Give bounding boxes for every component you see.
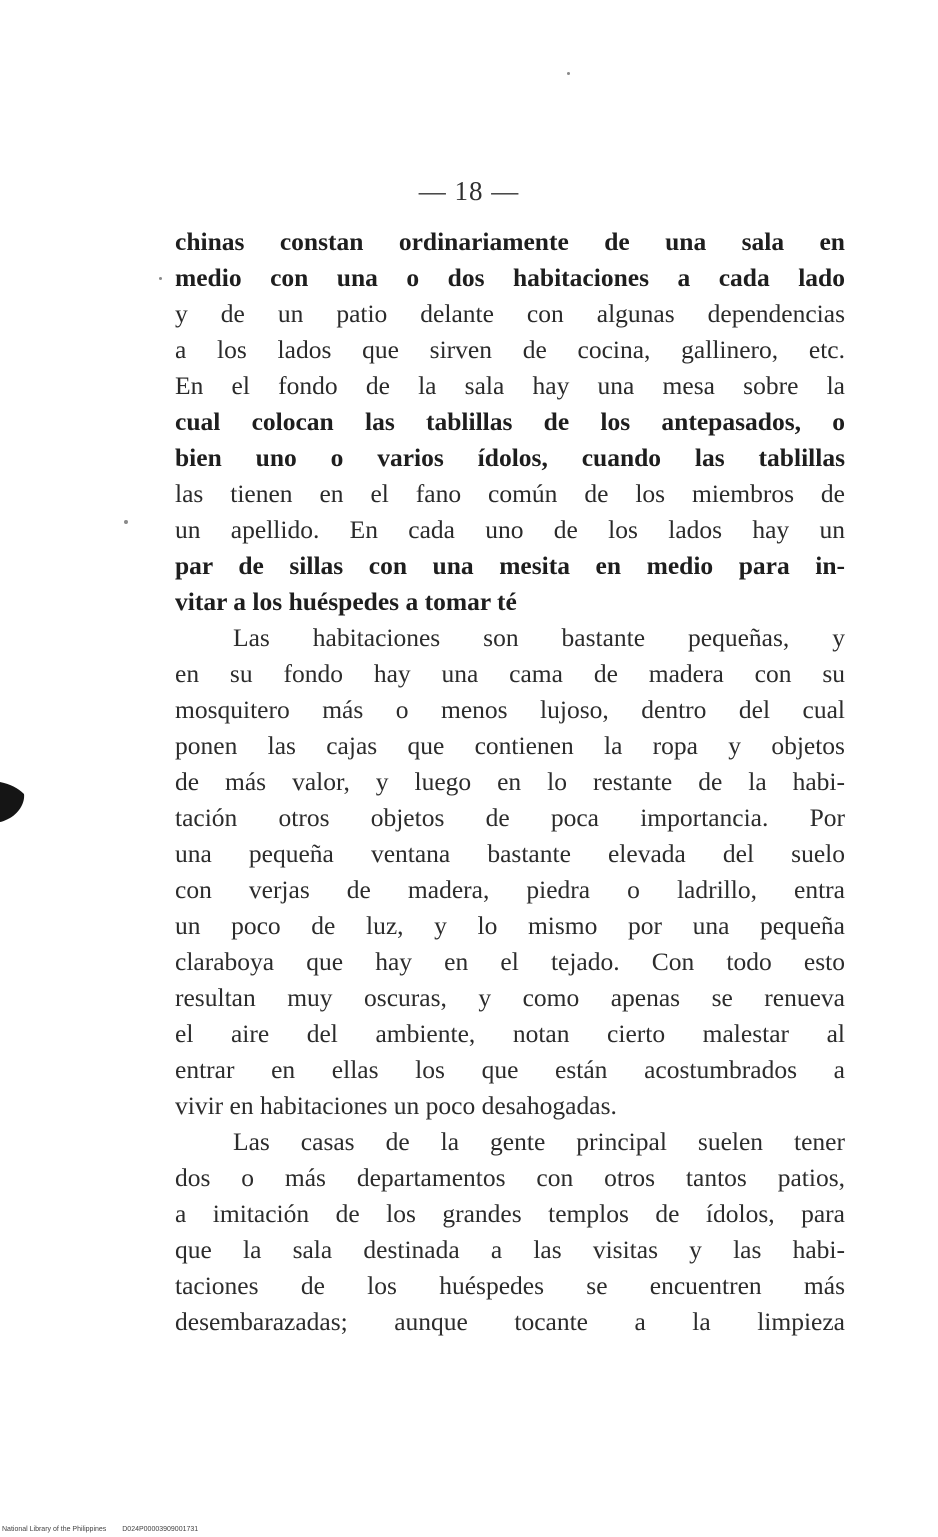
- scan-speck: [124, 520, 128, 524]
- text-line: en su fondo hay una cama de madera con su: [175, 659, 845, 688]
- text-line: tación otros objetos de poca importancia. Por: [175, 803, 845, 832]
- body-text: [175, 224, 845, 1340]
- text-line: claraboya que hay en el tejado. Con todo esto: [175, 947, 845, 976]
- text-line: par de sillas con una mesita en medio para in-: [175, 551, 845, 580]
- text-line: una pequeña ventana bastante elevada del suelo: [175, 839, 845, 868]
- scan-edge-mark: [0, 778, 26, 824]
- scan-speck: [567, 72, 570, 75]
- text-line: Las habitaciones son bastante pequeñas, y: [233, 623, 845, 652]
- text-line: y de un patio delante con algunas dependencias: [175, 299, 845, 328]
- text-line: a imitación de los grandes templos de ídolos, para: [175, 1199, 845, 1228]
- text-line: Las casas de la gente principal suelen tener: [233, 1127, 845, 1156]
- paragraph: [175, 620, 845, 1124]
- library-credit: National Library of the Philippines: [2, 1526, 107, 1533]
- page-number: — 18 —: [418, 176, 520, 206]
- paragraph: [175, 1124, 845, 1340]
- text-line: ponen las cajas que contienen la ropa y objetos: [175, 731, 845, 760]
- text-line: mosquitero más o menos lujoso, dentro del cual: [175, 695, 845, 724]
- text-line: un poco de luz, y lo mismo por una pequeña: [175, 911, 845, 940]
- text-line: desembarazadas; aunque tocante a la limpieza: [175, 1307, 845, 1336]
- scan-footer: [2, 1526, 212, 1533]
- text-line: vitar a los huéspedes a tomar té: [175, 587, 517, 616]
- text-line: con verjas de madera, piedra o ladrillo, entra: [175, 875, 845, 904]
- document-identifier: D024P00003909001731: [122, 1526, 199, 1533]
- scan-speck: [159, 277, 162, 280]
- text-line: que la sala destinada a las visitas y las habi-: [175, 1235, 845, 1264]
- text-line: entrar en ellas los que están acostumbrados a: [175, 1055, 845, 1084]
- text-line: vivir en habitaciones un poco desahogadas.: [175, 1091, 617, 1120]
- text-line: cual colocan las tablillas de los antepasados, o: [175, 407, 845, 436]
- paragraph: [175, 224, 845, 620]
- text-line: chinas constan ordinariamente de una sala en: [175, 227, 845, 256]
- text-line: las tienen en el fano común de los miembros de: [175, 479, 845, 508]
- text-line: taciones de los huéspedes se encuentren más: [175, 1271, 845, 1300]
- text-line: de más valor, y luego en lo restante de la habi-: [175, 767, 845, 796]
- text-line: bien uno o varios ídolos, cuando las tablillas: [175, 443, 845, 472]
- text-line: resultan muy oscuras, y como apenas se renueva: [175, 983, 845, 1012]
- text-line: el aire del ambiente, notan cierto malestar al: [175, 1019, 845, 1048]
- text-line: medio con una o dos habitaciones a cada lado: [175, 263, 845, 292]
- text-line: un apellido. En cada uno de los lados hay un: [175, 515, 845, 544]
- text-line: a los lados que sirven de cocina, gallinero, etc.: [175, 335, 845, 364]
- text-line: dos o más departamentos con otros tantos patios,: [175, 1163, 845, 1192]
- text-line: En el fondo de la sala hay una mesa sobre la: [175, 371, 845, 400]
